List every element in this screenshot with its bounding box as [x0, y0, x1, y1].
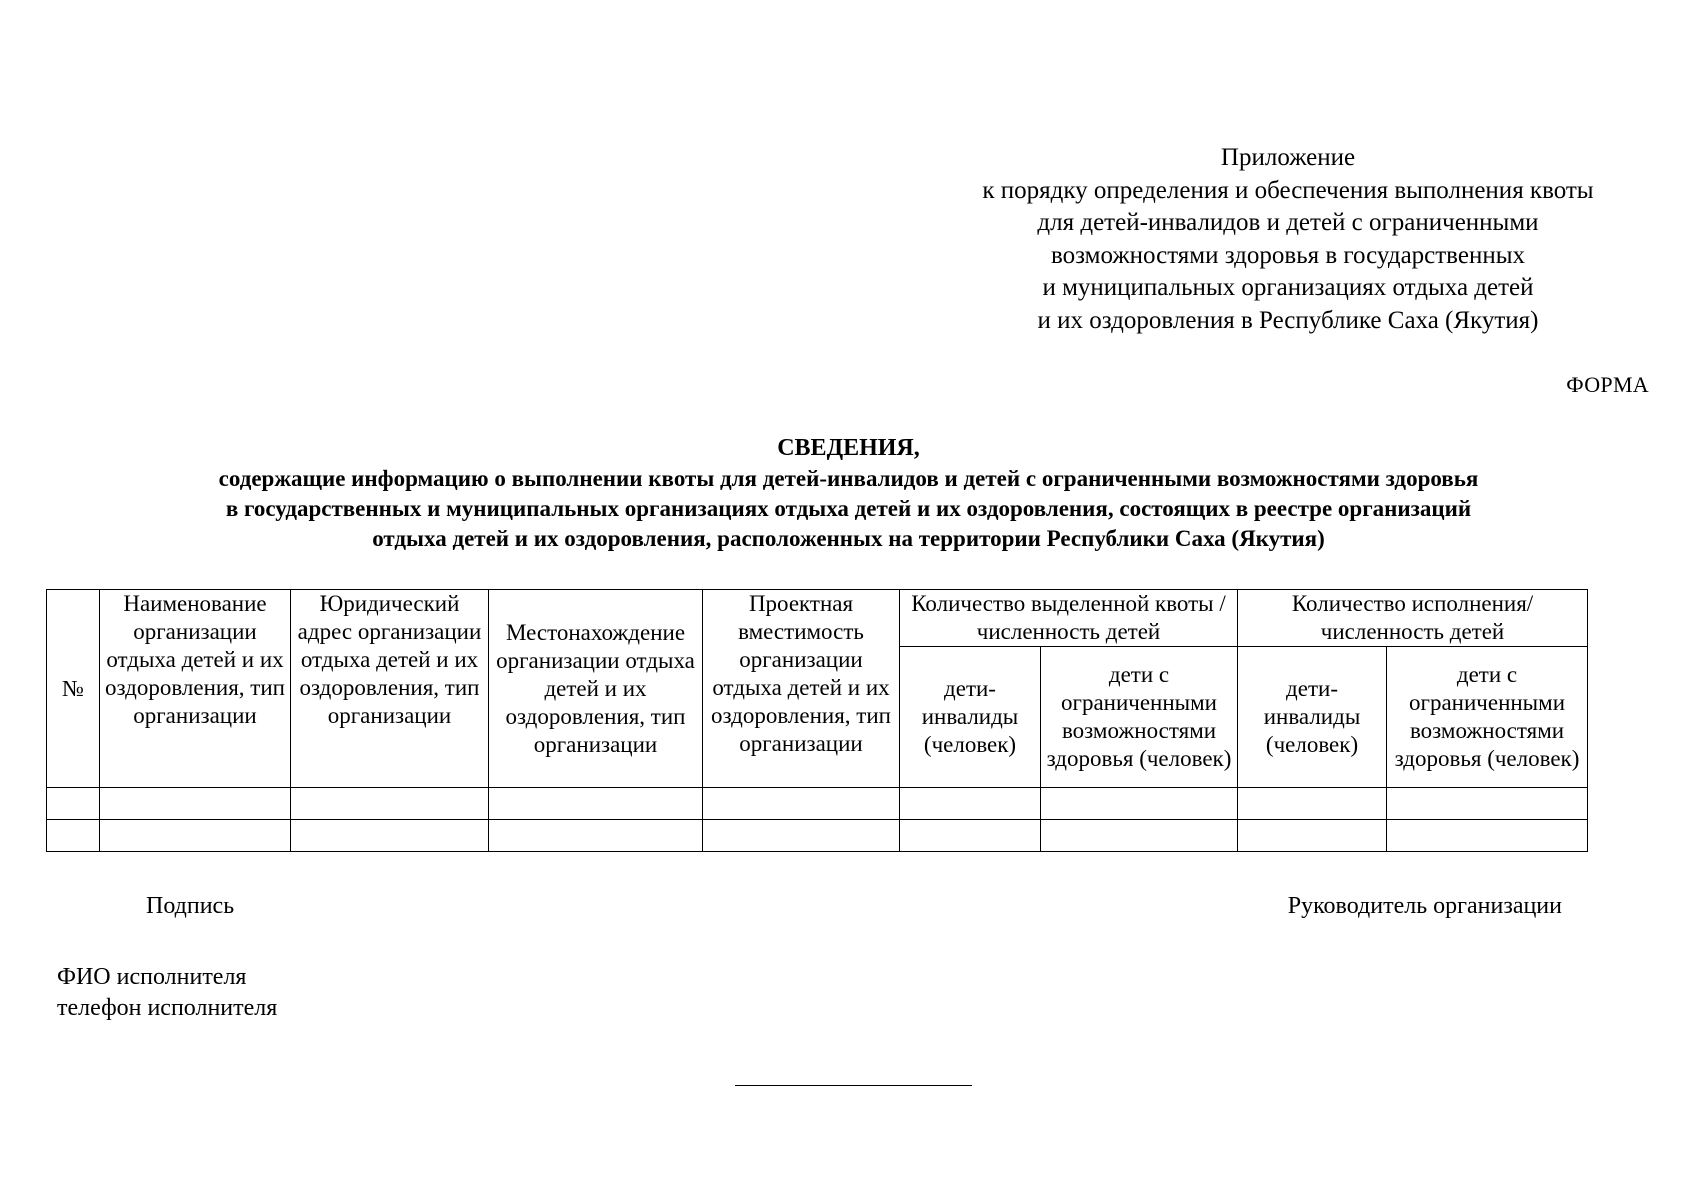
appendix-line: к порядку определения и обеспечения выполнения квоты [982, 176, 1594, 204]
table-cell[interactable] [47, 788, 100, 820]
header-execution-group: Количество исполнения/численность детей [1238, 590, 1588, 647]
header-quota-disabled: дети-инвалиды (человек) [900, 647, 1041, 788]
title-line: содержащие информацию о выполнении квоты для детей-инвалидов и детей с ограниченными возможностями здоровья [218, 466, 1479, 491]
header-organization-name: Наименование организации отдыха детей и их оздоровления, тип организации [100, 590, 291, 788]
header-legal-address: Юридический адрес организации отдыха детей и их оздоровления, тип организации [291, 590, 489, 788]
table-cell[interactable] [1041, 820, 1238, 852]
table-cell[interactable] [1387, 788, 1588, 820]
table-cell[interactable] [47, 820, 100, 852]
table-cell[interactable] [1387, 820, 1588, 852]
appendix-block [910, 142, 1666, 338]
header-location: Местонахождение организации отдыха детей и их оздоровления, тип организации [489, 590, 703, 788]
table-cell[interactable] [291, 788, 489, 820]
title-heading: СВЕДЕНИЯ, [777, 435, 920, 461]
table-cell[interactable] [900, 788, 1041, 820]
appendix-line: и их оздоровления в Республике Саха (Якутия) [1037, 306, 1539, 334]
title-line: отдыха детей и их оздоровления, расположенных на территории Республики Саха (Якутия) [372, 526, 1325, 551]
end-divider [735, 1085, 972, 1086]
form-label: ФОРМА [1566, 372, 1649, 397]
signature-label: Подпись [146, 893, 235, 919]
table-row [47, 820, 1588, 852]
table-cell[interactable] [100, 788, 291, 820]
appendix-line: Приложение [1220, 144, 1356, 171]
executor-name-label: ФИО исполнителя [57, 964, 247, 990]
executor-block [57, 962, 277, 1024]
head-of-organization-label: Руководитель организации [1287, 893, 1562, 919]
header-quota-limited: дети с ограниченными возможностями здоровья (человек) [1041, 647, 1238, 788]
table-cell[interactable] [291, 820, 489, 852]
header-capacity: Проектная вместимость организации отдыха детей и их оздоровления, тип организации [703, 590, 900, 788]
table-cell[interactable] [1238, 820, 1387, 852]
appendix-line: и муниципальных организациях отдыха детей [1042, 274, 1534, 302]
header-execution-disabled: дети-инвалиды (человек) [1238, 647, 1387, 788]
table-cell[interactable] [1041, 788, 1238, 820]
table-cell[interactable] [900, 820, 1041, 852]
table-cell[interactable] [1238, 788, 1387, 820]
table-cell[interactable] [703, 788, 900, 820]
quota-table [46, 589, 1588, 852]
title-line: в государственных и муниципальных организациях отдыха детей и их оздоровления, состоящих в реестре организаций [225, 496, 1472, 521]
table-cell[interactable] [703, 820, 900, 852]
header-quota-group: Количество выделенной квоты /численность детей [900, 590, 1238, 647]
table-cell[interactable] [489, 788, 703, 820]
header-number: № [47, 590, 100, 788]
executor-phone-label: телефон исполнителя [57, 995, 278, 1021]
appendix-line: для детей-инвалидов и детей с ограниченными [1037, 209, 1539, 237]
document-title [0, 433, 1697, 554]
table-cell[interactable] [489, 820, 703, 852]
table-row [47, 788, 1588, 820]
appendix-line: возможностями здоровья в государственных [1050, 241, 1525, 269]
header-execution-limited: дети с ограниченными возможностями здоровья (человек) [1387, 647, 1588, 788]
table-cell[interactable] [100, 820, 291, 852]
